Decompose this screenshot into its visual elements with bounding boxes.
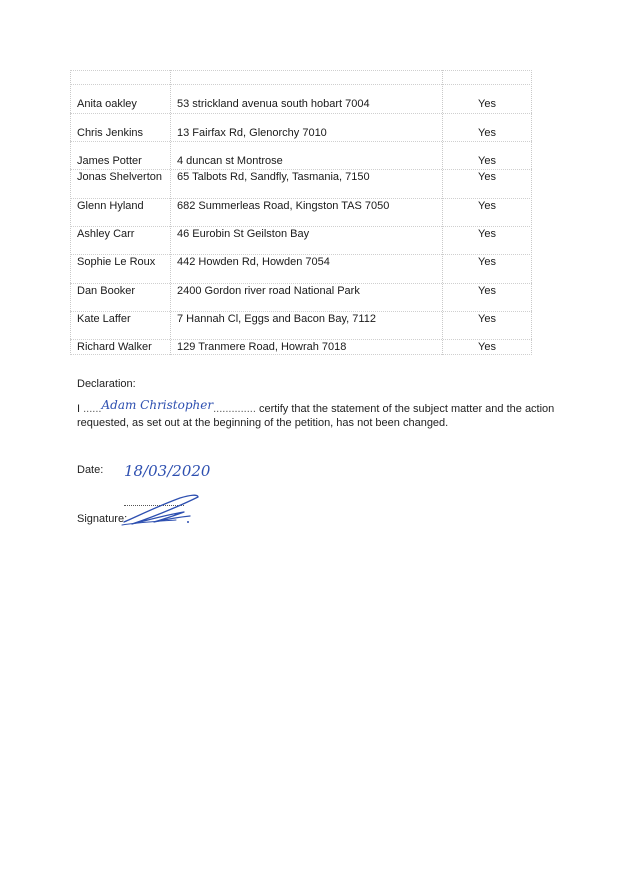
signer-address: 4 duncan st Montrose [177,155,283,167]
signer-name: Glenn Hyland [77,200,144,212]
declaration-line-2: requested, as set out at the beginning of the petition, has not been changed. [77,417,449,429]
table-row [70,313,532,331]
support-value: Yes [478,341,496,353]
signer-name: Anita oakley [77,98,137,110]
signature-label: Signature: [77,513,128,525]
table-row [70,98,532,116]
signer-address: 65 Talbots Rd, Sandfly, Tasmania, 7150 [177,171,370,183]
signer-name: Dan Booker [77,285,136,297]
signer-name: Kate Laffer [77,313,131,325]
table-header-line [70,84,532,85]
handwritten-name: Adam Christopher [101,398,214,412]
table-row [70,341,532,359]
dotted-leader: ...... [83,403,102,415]
table-row [70,127,532,145]
signature-scribble [118,492,208,532]
table-row-line [70,339,532,340]
signer-name: Sophie Le Roux [77,256,156,268]
table-row [70,256,532,274]
date-label: Date: [77,464,104,476]
signer-address: 442 Howden Rd, Howden 7054 [177,256,330,268]
support-value: Yes [478,155,496,167]
signer-name: Ashley Carr [77,228,135,240]
declaration-heading: Declaration: [77,378,136,390]
table-row [70,200,532,218]
support-value: Yes [478,313,496,325]
dotted-leader: .............. [213,403,256,415]
signer-name: Chris Jenkins [77,127,144,139]
table-row-line [70,283,532,284]
support-value: Yes [478,256,496,268]
signer-address: 53 strickland avenua south hobart 7004 [177,98,370,110]
signatures-table [70,70,532,355]
table-row [70,171,532,189]
declaration-line-1 [77,398,555,415]
table-row [70,285,532,303]
signer-address: 2400 Gordon river road National Park [177,285,360,297]
signer-name: Richard Walker [77,341,152,353]
signer-address: 13 Fairfax Rd, Glenorchy 7010 [177,127,327,139]
support-value: Yes [478,98,496,110]
signer-address: 7 Hannah Cl, Eggs and Bacon Bay, 7112 [177,313,376,325]
table-row-line [70,254,532,255]
support-value: Yes [478,228,496,240]
table-row-line [70,311,532,312]
table-row [70,228,532,246]
support-value: Yes [478,285,496,297]
declaration-prefix: I [77,403,81,415]
support-value: Yes [478,200,496,212]
signer-address: 129 Tranmere Road, Howrah 7018 [177,341,347,353]
table-row-line [70,198,532,199]
table-row-line [70,226,532,227]
support-value: Yes [478,127,496,139]
table-border-top [70,70,532,71]
signer-address: 682 Summerleas Road, Kingston TAS 7050 [177,200,390,212]
signer-address: 46 Eurobin St Geilston Bay [177,228,310,240]
signer-name: James Potter [77,155,142,167]
handwritten-date: 18/03/2020 [124,462,211,480]
signer-name: Jonas Shelverton [77,171,162,183]
declaration-text: certify that the statement of the subject matter and the action [255,403,555,415]
support-value: Yes [478,171,496,183]
